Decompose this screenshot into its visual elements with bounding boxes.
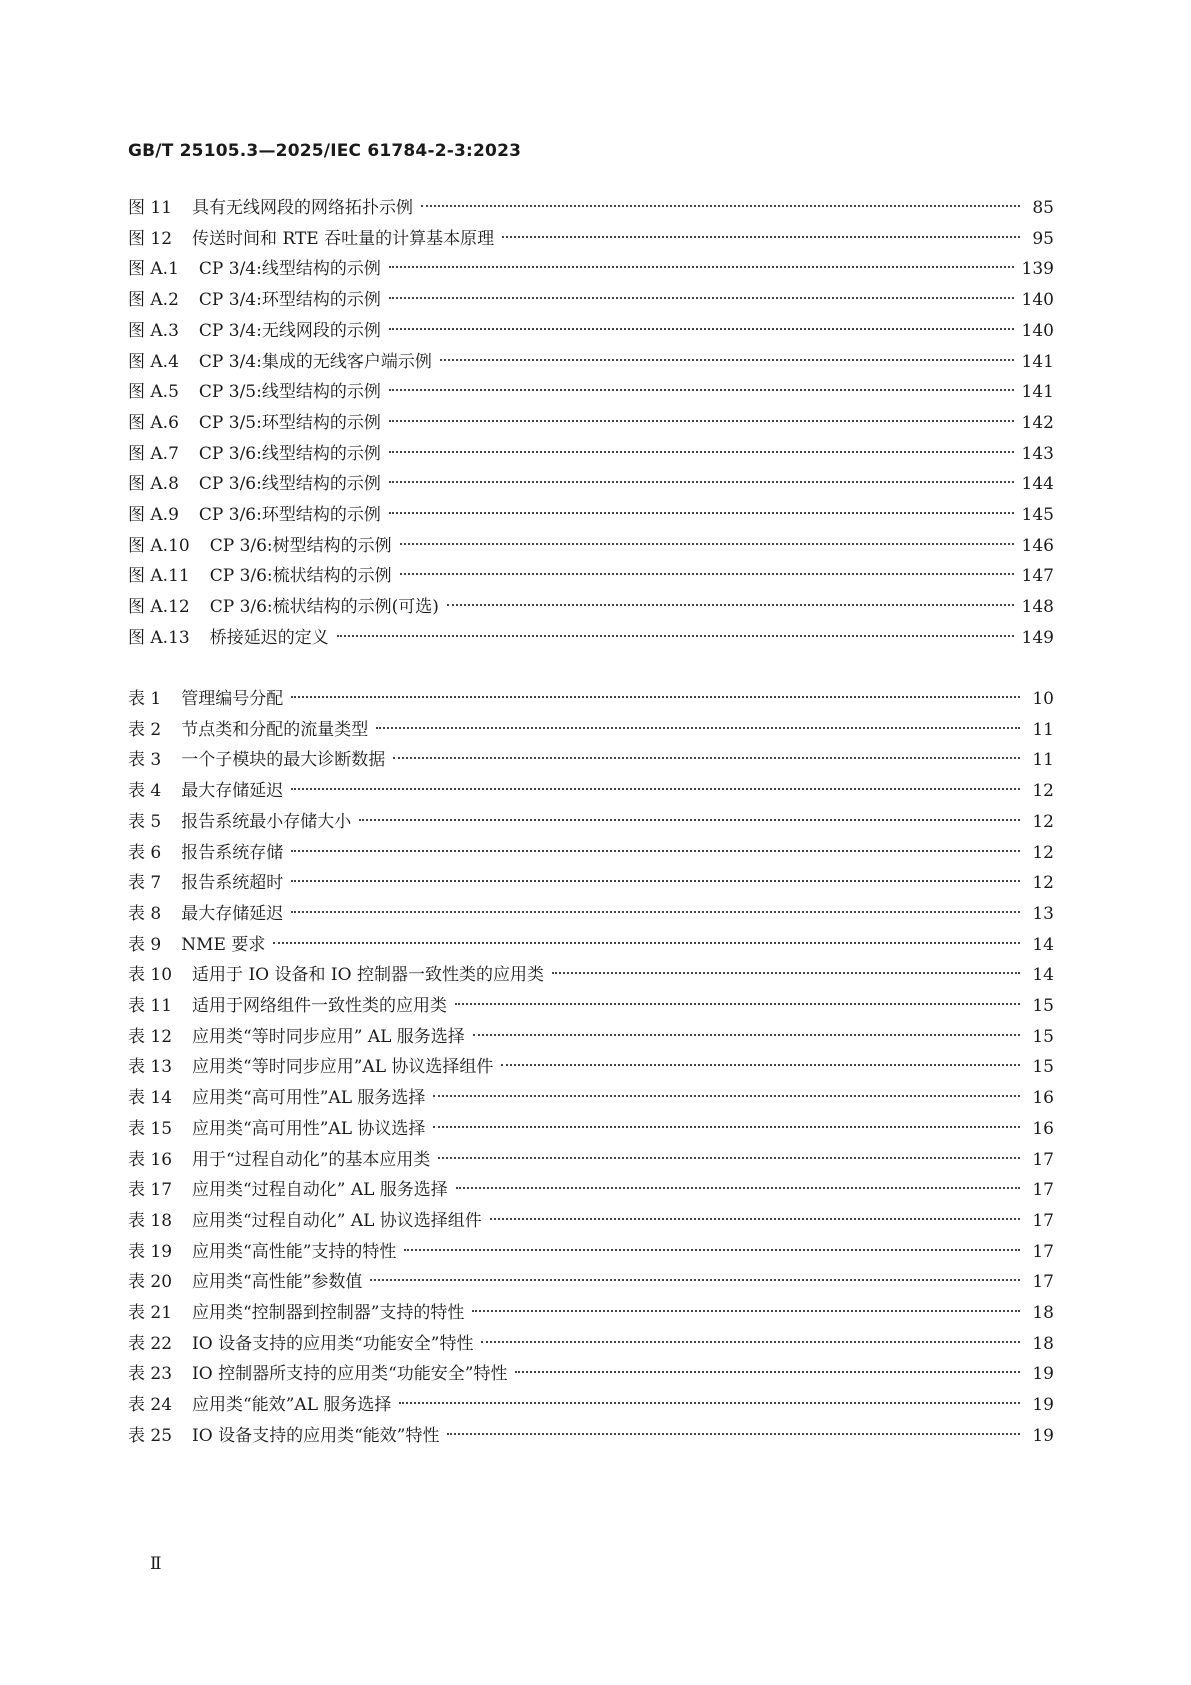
dot-leader: [456, 1187, 1020, 1189]
table-title: 管理编号分配: [181, 689, 284, 709]
table-page: 19: [1032, 1425, 1054, 1446]
table-title: 应用类“高可用性”AL 协议选择: [192, 1118, 426, 1139]
figure-title: CP 3/4:无线网段的示例: [198, 320, 381, 341]
dot-leader: [455, 1003, 1020, 1005]
figure-label: 图 A.7: [128, 443, 179, 464]
table-entry[interactable]: [128, 1361, 1054, 1387]
figure-title: CP 3/6:梳状结构的示例: [209, 566, 392, 587]
table-label: 表 3: [128, 750, 162, 771]
table-title: 应用类“等时同步应用”AL 协议选择组件: [192, 1057, 494, 1078]
figure-entry[interactable]: [128, 502, 1054, 528]
figure-label: 图 A.13: [128, 627, 190, 648]
table-title: 适用于 IO 设备和 IO 控制器一致性类的应用类: [192, 965, 544, 986]
table-label: 表 10: [128, 965, 173, 986]
table-title: 最大存储延迟: [181, 781, 284, 802]
table-page: 15: [1032, 1057, 1054, 1078]
table-label: 表 11: [128, 996, 173, 1016]
figure-title: CP 3/6:环型结构的示例: [198, 505, 381, 525]
dot-leader: [291, 788, 1020, 790]
figure-label: 图 A.10: [128, 535, 190, 556]
dot-leader: [291, 850, 1020, 852]
table-page: 17: [1032, 1241, 1054, 1262]
table-entry[interactable]: [128, 1085, 1054, 1111]
table-entry[interactable]: [128, 901, 1054, 927]
table-title: 应用类“高可用性”AL 服务选择: [192, 1088, 426, 1109]
table-label: 表 19: [128, 1241, 173, 1262]
table-entry[interactable]: [128, 962, 1054, 988]
table-title: 应用类“等时同步应用” AL 服务选择: [192, 1026, 465, 1047]
dot-leader: [481, 1341, 1020, 1343]
dot-leader: [490, 1218, 1020, 1220]
table-title: 一个子模块的最大诊断数据: [181, 750, 386, 771]
table-entry[interactable]: [128, 747, 1054, 773]
table-label: 表 22: [128, 1333, 173, 1354]
figure-label: 图 A.2: [128, 290, 179, 311]
figure-label: 图 A.9: [128, 505, 179, 525]
table-page: 10: [1032, 689, 1054, 709]
table-label: 表 15: [128, 1118, 173, 1139]
figure-page: 141: [1021, 351, 1054, 372]
figure-label: 图 A.3: [128, 320, 179, 341]
figure-page: 95: [1032, 228, 1054, 249]
table-title: 应用类“能效”AL 服务选择: [192, 1395, 392, 1416]
table-title: 应用类“过程自动化” AL 服务选择: [192, 1180, 448, 1201]
table-label: 表 1: [128, 689, 162, 709]
table-label: 表 8: [128, 903, 162, 924]
table-title: 报告系统存储: [181, 842, 284, 863]
figure-page: 139: [1021, 259, 1054, 280]
table-page: 12: [1032, 781, 1054, 802]
table-page: 18: [1032, 1333, 1054, 1354]
table-title: IO 控制器所支持的应用类“功能安全”特性: [192, 1364, 508, 1385]
figure-entry[interactable]: [128, 226, 1054, 252]
dot-leader: [389, 297, 1014, 299]
table-title: 应用类“高性能”参数值: [192, 1272, 363, 1293]
table-page: 15: [1032, 996, 1054, 1016]
figure-title: 传送时间和 RTE 吞吐量的计算基本原理: [192, 228, 495, 249]
figure-entry[interactable]: [128, 318, 1054, 344]
figure-entry[interactable]: [128, 195, 1054, 221]
table-page: 17: [1032, 1149, 1054, 1170]
dot-leader: [370, 1279, 1020, 1281]
dot-leader: [433, 1095, 1020, 1097]
table-title: IO 设备支持的应用类“能效”特性: [192, 1425, 440, 1446]
table-entry[interactable]: [128, 1423, 1054, 1449]
figure-entry[interactable]: [128, 563, 1054, 589]
table-page: 13: [1032, 903, 1054, 924]
dot-leader: [273, 942, 1020, 944]
table-page: 19: [1032, 1364, 1054, 1385]
table-page: 19: [1032, 1395, 1054, 1416]
table-entry[interactable]: [128, 1239, 1054, 1265]
figure-page: 142: [1021, 412, 1054, 433]
dot-leader: [393, 757, 1020, 759]
table-entry[interactable]: [128, 809, 1054, 835]
table-label: 表 2: [128, 719, 162, 740]
figure-title: CP 3/4:线型结构的示例: [198, 259, 381, 280]
table-page: 16: [1032, 1088, 1054, 1109]
table-title: 应用类“控制器到控制器”支持的特性: [192, 1303, 465, 1323]
table-label: 表 6: [128, 842, 162, 863]
figure-title: CP 3/5:环型结构的示例: [198, 412, 381, 433]
table-entry[interactable]: [128, 1269, 1054, 1295]
figure-title: CP 3/5:线型结构的示例: [198, 382, 381, 403]
table-label: 表 5: [128, 811, 162, 832]
dot-leader: [400, 543, 1014, 545]
dot-leader: [501, 1064, 1020, 1066]
table-entry[interactable]: [128, 1331, 1054, 1357]
figure-page: 144: [1021, 474, 1054, 495]
table-label: 表 12: [128, 1026, 173, 1047]
figure-label: 图 A.5: [128, 382, 179, 403]
figure-entry[interactable]: [128, 410, 1054, 436]
table-entry[interactable]: [128, 870, 1054, 896]
dot-leader: [447, 1433, 1020, 1435]
table-entry[interactable]: [128, 840, 1054, 866]
figure-entry[interactable]: [128, 594, 1054, 620]
dot-leader: [291, 880, 1020, 882]
figure-label: 图 11: [128, 198, 173, 218]
table-label: 表 9: [128, 934, 162, 955]
table-label: 表 23: [128, 1364, 173, 1385]
dot-leader: [389, 266, 1014, 268]
figure-label: 图 12: [128, 228, 173, 249]
figure-page: 140: [1021, 290, 1054, 311]
figure-page: 147: [1021, 566, 1054, 587]
figure-entry[interactable]: [128, 287, 1054, 313]
figure-page: 145: [1021, 505, 1054, 525]
table-entry[interactable]: [128, 1147, 1054, 1173]
table-page: 17: [1032, 1180, 1054, 1201]
figure-page: 148: [1021, 597, 1054, 618]
dot-leader: [389, 512, 1014, 514]
figure-title: CP 3/6:线型结构的示例: [198, 474, 381, 495]
table-page: 14: [1032, 934, 1054, 955]
figure-title: 具有无线网段的网络拓扑示例: [192, 198, 414, 218]
dot-leader: [389, 328, 1014, 330]
dot-leader: [473, 1034, 1020, 1036]
dot-leader: [472, 1310, 1020, 1312]
figure-page: 140: [1021, 320, 1054, 341]
table-entry[interactable]: [128, 717, 1054, 743]
figure-page: 141: [1021, 382, 1054, 403]
table-label: 表 18: [128, 1210, 173, 1231]
table-page: 18: [1032, 1303, 1054, 1323]
table-label: 表 16: [128, 1149, 173, 1170]
table-title: 报告系统最小存储大小: [181, 811, 352, 832]
figure-title: CP 3/6:树型结构的示例: [209, 535, 392, 556]
dot-leader: [400, 573, 1014, 575]
figure-label: 图 A.1: [128, 259, 179, 280]
table-entry[interactable]: [128, 1054, 1054, 1080]
dot-leader: [433, 1126, 1020, 1128]
table-page: 12: [1032, 873, 1054, 894]
table-label: 表 20: [128, 1272, 173, 1293]
table-entry[interactable]: [128, 1208, 1054, 1234]
table-entry[interactable]: [128, 686, 1054, 712]
figure-entry[interactable]: [128, 256, 1054, 282]
table-page: 17: [1032, 1272, 1054, 1293]
dot-leader: [337, 635, 1014, 637]
figure-label: 图 A.4: [128, 351, 179, 372]
table-label: 表 4: [128, 781, 162, 802]
table-title: 节点类和分配的流量类型: [181, 719, 369, 740]
table-page: 12: [1032, 811, 1054, 832]
figure-entry[interactable]: [128, 471, 1054, 497]
dot-leader: [440, 359, 1014, 361]
table-title: 应用类“高性能”支持的特性: [192, 1241, 397, 1262]
dot-leader: [502, 236, 1020, 238]
figure-page: 143: [1021, 443, 1054, 464]
table-entry[interactable]: [128, 993, 1054, 1019]
table-entry[interactable]: [128, 932, 1054, 958]
page-number: Ⅱ: [150, 1554, 162, 1574]
table-label: 表 7: [128, 873, 162, 894]
table-title: 适用于网络组件一致性类的应用类: [192, 996, 448, 1016]
table-entry[interactable]: [128, 1300, 1054, 1326]
table-title: 用于“过程自动化”的基本应用类: [192, 1149, 431, 1170]
dot-leader: [376, 727, 1020, 729]
table-title: 最大存储延迟: [181, 903, 284, 924]
table-entry[interactable]: [128, 778, 1054, 804]
figure-entry[interactable]: [128, 349, 1054, 375]
table-label: 表 24: [128, 1395, 173, 1416]
table-entry[interactable]: [128, 1024, 1054, 1050]
figure-page: 146: [1021, 535, 1054, 556]
figure-title: CP 3/6:线型结构的示例: [198, 443, 381, 464]
dot-leader: [515, 1371, 1020, 1373]
table-page: 11: [1032, 719, 1054, 740]
figure-title: CP 3/4:环型结构的示例: [198, 290, 381, 311]
figure-page: 85: [1032, 198, 1054, 218]
table-title: IO 设备支持的应用类“功能安全”特性: [192, 1333, 474, 1354]
figure-page: 149: [1021, 627, 1054, 648]
table-page: 12: [1032, 842, 1054, 863]
document-code-header: GB/T 25105.3—2025/IEC 61784-2-3:2023: [128, 141, 522, 161]
figure-title: CP 3/4:集成的无线客户端示例: [198, 351, 432, 372]
table-entry[interactable]: [128, 1177, 1054, 1203]
dot-leader: [447, 604, 1014, 606]
table-label: 表 25: [128, 1425, 173, 1446]
figure-entry[interactable]: [128, 379, 1054, 405]
figure-title: CP 3/6:梳状结构的示例(可选): [209, 597, 439, 618]
table-title: NME 要求: [181, 934, 266, 955]
figure-entry[interactable]: [128, 625, 1054, 651]
dot-leader: [389, 481, 1014, 483]
table-label: 表 21: [128, 1303, 173, 1323]
dot-leader: [421, 205, 1020, 207]
table-page: 17: [1032, 1210, 1054, 1231]
dot-leader: [399, 1402, 1020, 1404]
table-label: 表 17: [128, 1180, 173, 1201]
figure-label: 图 A.12: [128, 597, 190, 618]
table-label: 表 14: [128, 1088, 173, 1109]
table-entry[interactable]: [128, 1392, 1054, 1418]
figure-label: 图 A.6: [128, 412, 179, 433]
dot-leader: [438, 1157, 1020, 1159]
dot-leader: [359, 819, 1020, 821]
table-title: 应用类“过程自动化” AL 协议选择组件: [192, 1210, 482, 1231]
dot-leader: [389, 389, 1014, 391]
table-page: 16: [1032, 1118, 1054, 1139]
table-entry[interactable]: [128, 1116, 1054, 1142]
dot-leader: [404, 1249, 1020, 1251]
figure-entry[interactable]: [128, 533, 1054, 559]
dot-leader: [291, 696, 1020, 698]
figure-label: 图 A.8: [128, 474, 179, 495]
dot-leader: [389, 451, 1014, 453]
figure-title: 桥接延迟的定义: [209, 627, 329, 648]
table-title: 报告系统超时: [181, 873, 284, 894]
dot-leader: [552, 972, 1020, 974]
figure-entry[interactable]: [128, 441, 1054, 467]
dot-leader: [291, 911, 1020, 913]
dot-leader: [389, 420, 1014, 422]
table-page: 11: [1032, 750, 1054, 771]
table-page: 14: [1032, 965, 1054, 986]
figure-label: 图 A.11: [128, 566, 190, 587]
table-page: 15: [1032, 1026, 1054, 1047]
table-label: 表 13: [128, 1057, 173, 1078]
